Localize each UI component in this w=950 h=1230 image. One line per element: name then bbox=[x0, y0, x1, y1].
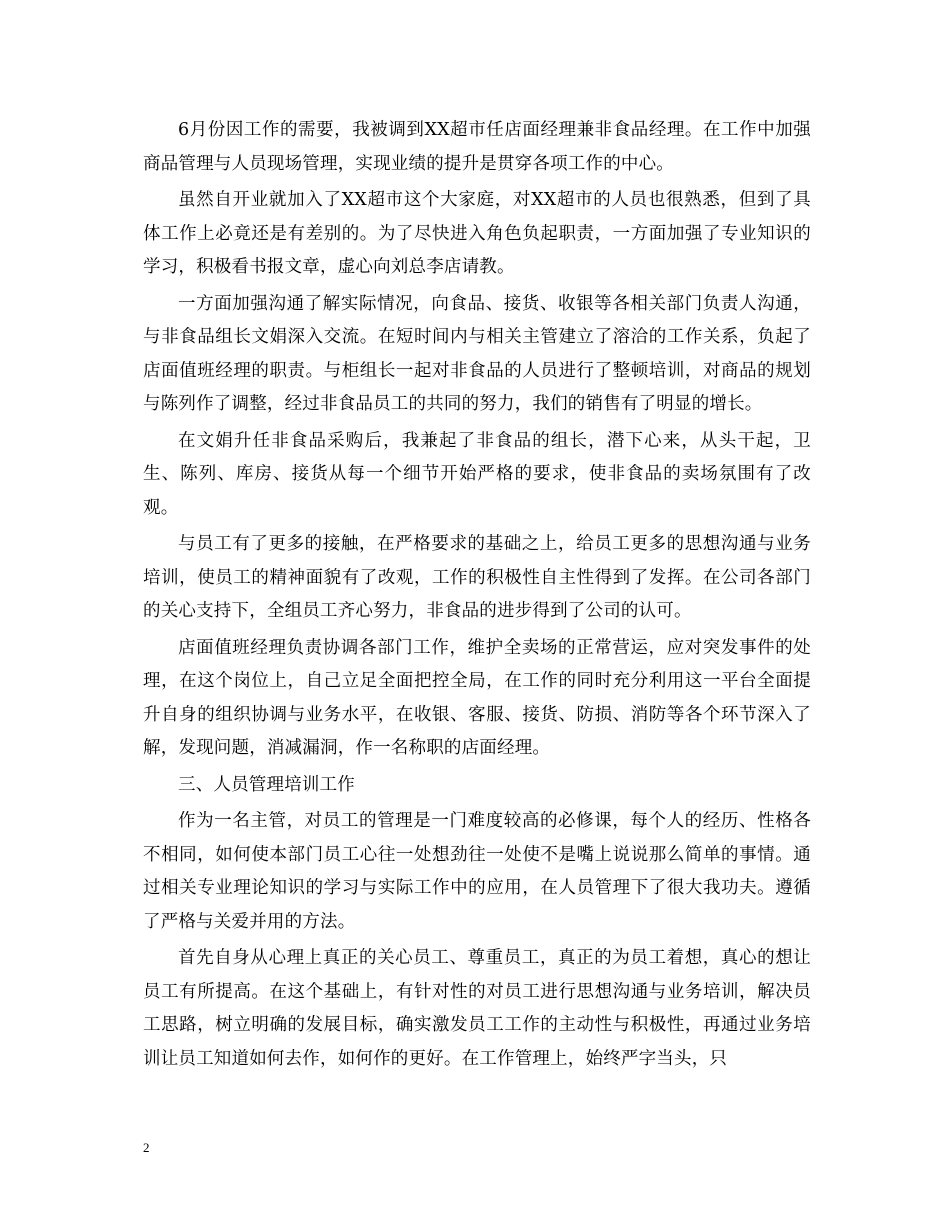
paragraph: 在文娟升任非食品采购后，我兼起了非食品的组长，潜下心来，从头干起，卫生、陈列、库房、接货从每一个细节开始严格的要求，使非食品的卖场氛围有了改观。 bbox=[143, 430, 811, 518]
page-number: 2 bbox=[143, 1140, 150, 1155]
paragraph: 与员工有了更多的接触，在严格要求的基础之上，给员工更多的思想沟通与业务培训，使员工的精神面貌有了改观，工作的积极性自主性得到了发挥。在公司各部门的关心支持下，全组员工齐心努力，非食品的进步得到了公司的认可。 bbox=[143, 534, 811, 621]
paragraph: 作为一名主管，对员工的管理是一门难度较高的必修课，每个人的经历、性格各不相同，如何使本部门员工心往一处想劲往一处使不是嘴上说说那么简单的事情。通过相关专业理论知识的学习与实际工作中的应用，在人员管理下了很大我功夫。遵循了严格与关爱并用的方法。 bbox=[143, 811, 811, 932]
paragraph: 店面值班经理负责协调各部门工作，维护全卖场的正常营运，应对突发事件的处理，在这个岗位上，自己立足全面把控全局，在工作的同时充分利用这一平台全面提升自身的组织协调与业务水平，在收银、客服、接货、防损、消防等各个环节深入了解，发现问题，消减漏洞，作一名称职的店面经理。 bbox=[143, 637, 811, 758]
document-body bbox=[143, 114, 811, 1079]
section-heading: 三、人员管理培训工作 bbox=[178, 774, 355, 795]
paragraph: 虽然自开业就加入了XX超市这个大家庭，对XX超市的人员也很熟悉，但到了具体工作上必竟还是有差别的。为了尽快进入角色负起职责，一方面加强了专业知识的学习，积极看书报文章，虚心向刘总李店请教。 bbox=[143, 190, 811, 277]
paragraph: 首先自身从心理上真正的关心员工、尊重员工，真正的为员工着想，真心的想让员工有所提高。在这个基础上，有针对性的对员工进行思想沟通与业务培训，解决员工思路，树立明确的发展目标，确实激发员工工作的主动性与积极性，再通过业务培训让员工知道如何去作，如何作的更好。在工作管理上，始终严字当头，只 bbox=[143, 948, 811, 1069]
paragraph: 6月份因工作的需要，我被调到XX超市任店面经理兼非食品经理。在工作中加强商品管理与人员现场管理，实现业绩的提升是贯穿各项工作的中心。 bbox=[143, 120, 811, 174]
paragraph: 一方面加强沟通了解实际情况，向食品、接货、收银等各相关部门负责人沟通，与非食品组长文娟深入交流。在短时间内与相关主管建立了溶洽的工作关系，负起了店面值班经理的职责。与柜组长一起对非食品的人员进行了整顿培训，对商品的规划与陈列作了调整，经过非食品员工的共同的努力，我们的销售有了明显的增长。 bbox=[143, 293, 811, 414]
